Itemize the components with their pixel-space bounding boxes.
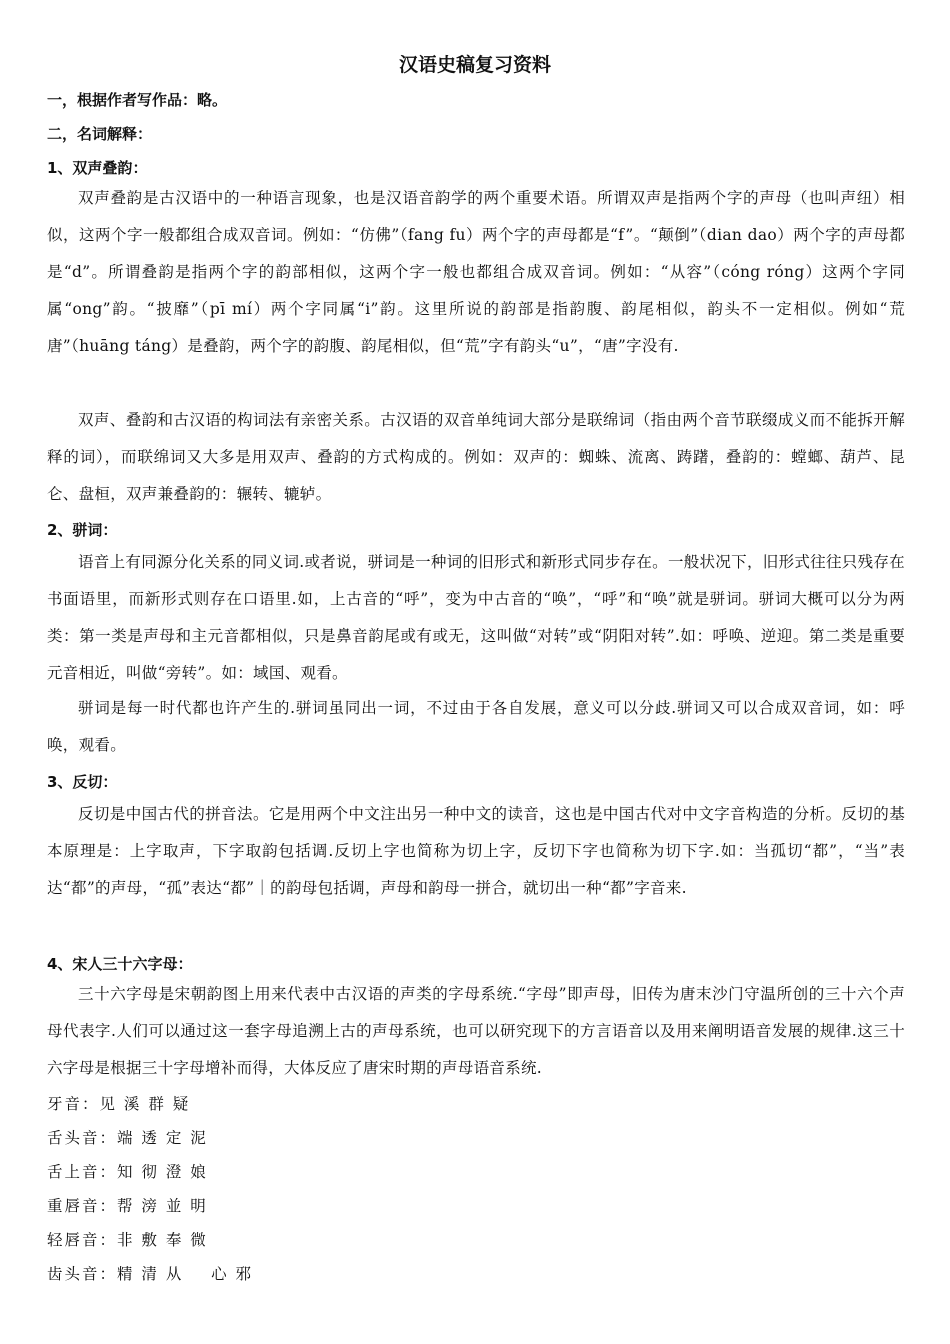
initials-line-qingchun: 轻唇音：非 敷 奉 微: [47, 1231, 208, 1249]
paragraph-fanqie: 反切是中国古代的拼音法。它是用两个中文注出另一种中文的读音，这也是中国古代对中文字音构造的分析。反切的基本原理是：上字取声，下字取韵包括调.反切上字也简称为切上字，反切下字也简称为切下字.如：当孤切“都”，“当”表达“都”的声母，“孤”表达“都”｜的韵母包括调，声母和韵母一拼合，就切出一种“都”字音来.: [47, 805, 905, 897]
paragraph-shuangsheng-2: 双声、叠韵和古汉语的构词法有亲密关系。古汉语的双音单纯词大部分是联绵词（指由两个音节联缀成义而不能拆开解释的词），而联绵词又大多是用双声、叠韵的方式构成的。例如：双声的：蜘蛛、流离、踌躇，叠韵的：螳螂、葫芦、昆仑、盘桓，双声兼叠韵的：辗转、辘轳。: [47, 411, 905, 503]
heading-term-explanations: 二，名词解释：: [47, 125, 153, 143]
paragraph-pianci-1: 语音上有同源分化关系的同义词.或者说，骈词是一种词的旧形式和新形式同步存在。一般状况下，旧形式往往只残存在书面语里，而新形式则存在口语里.如，上古音的“呼”，变为中古音的“唤”，“呼”和“唤”就是骈词。骈词大概可以分为两类：第一类是声母和主元音都相似，只是鼻音韵尾或有或无，这叫做“对转”或“阴阳对转”.如：呼唤、逆迎。第二类是重要元音相近，叫做“旁转”。如：域国、观看。: [47, 553, 905, 682]
initials-line-zhongchun: 重唇音：帮 滂 並 明: [47, 1197, 208, 1215]
heading-36-initials: 4、宋人三十六字母：: [47, 955, 193, 973]
page-title: 汉语史稿复习资料: [398, 54, 551, 76]
initials-line-chitou: 齿头音：精 清 从 心 邪: [47, 1265, 253, 1283]
heading-pianci: 2、骈词：: [47, 521, 118, 539]
heading-fanqie: 3、反切：: [47, 773, 118, 791]
initials-line-sheshang: 舌上音：知 彻 澄 娘: [47, 1163, 208, 1181]
heading-shuangsheng-dieyun: 1、双声叠韵：: [47, 159, 148, 177]
paragraph-shuangsheng-1: 双声叠韵是古汉语中的一种语言现象，也是汉语音韵学的两个重要术语。所谓双声是指两个字的声母（也叫声纽）相似，这两个字一般都组合成双音词。例如：“仿佛”（fang fu）两个字的声母都是“f”。“颠倒”（dian dao）两个字的声母都是“d”。所谓叠韵是指两个字的韵部相似，这两个字一般也都组合成双音词。例如：“从容”（cóng róng）这两个字同属“ong”韵。“披靡”（pī mí）两个字同属“i”韵。这里所说的韵部是指韵腹、韵尾相似，韵头不一定相似。例如“荒唐”（huāng táng）是叠韵，两个字的韵腹、韵尾相似，但“荒”字有韵头“u”，“唐”字没有.: [47, 189, 905, 355]
initials-line-shetou: 舌头音：端 透 定 泥: [47, 1129, 208, 1147]
heading-authors-works: 一，根据作者写作品：略。: [47, 91, 228, 109]
paragraph-36-initials: 三十六字母是宋朝韵图上用来代表中古汉语的声类的字母系统.“字母”即声母，旧传为唐末沙门守温所创的三十六个声母代表字.人们可以通过这一套字母追溯上古的声母系统，也可以研究现下的方言语音以及用来阐明语音发展的规律.这三十六字母是根据三十字母增补而得，大体反应了唐宋时期的声母语音系统.: [47, 985, 905, 1077]
paragraph-pianci-2: 骈词是每一时代都也许产生的.骈词虽同出一词，不过由于各自发展，意义可以分歧.骈词又可以合成双音词，如：呼唤，观看。: [47, 699, 905, 754]
initials-line-ya: 牙音：见 溪 群 疑: [47, 1095, 191, 1113]
